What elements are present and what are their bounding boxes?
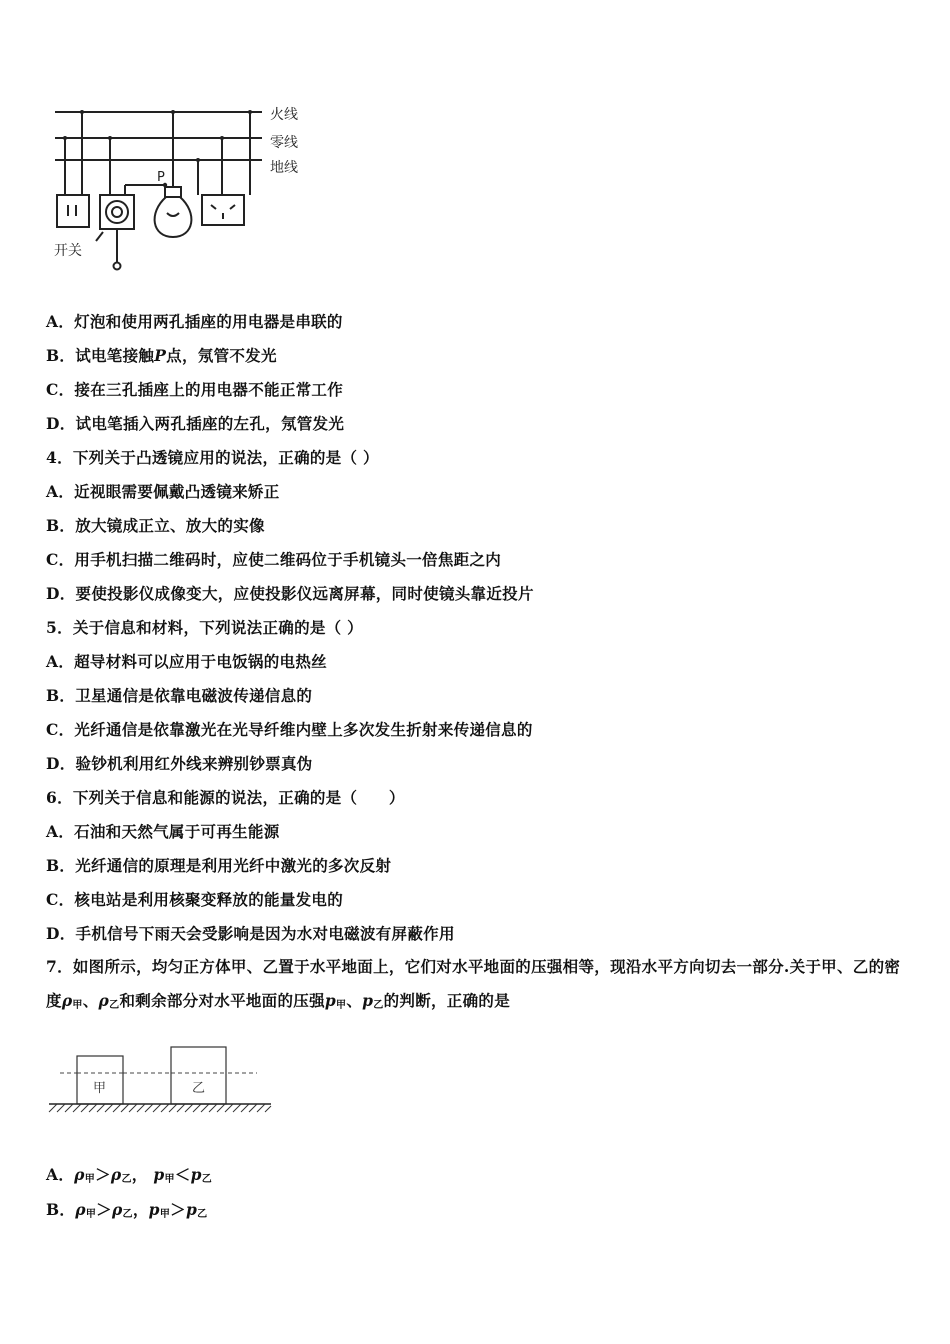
- q3-option-a: A．灯泡和使用两孔插座的用电器是串联的: [46, 312, 343, 331]
- label-switch: 开关: [54, 243, 82, 259]
- block-jia-label: 甲: [93, 1081, 107, 1096]
- q3-option-c: C．接在三孔插座上的用电器不能正常工作: [46, 380, 344, 399]
- q4-option-d: D．要使投影仪成像变大，应使投影仪远离屏幕，同时使镜头靠近投片: [46, 584, 534, 603]
- label-neutral-wire: 零线: [270, 135, 298, 151]
- q6-stem: 6．下列关于信息和能源的说法，正确的是（ ）: [46, 788, 405, 807]
- q7-option-a: A．$\rho_甲>\rho_乙$， $p_甲<p_乙$: [46, 1165, 213, 1185]
- block-jia: [77, 1056, 123, 1104]
- q5-option-a: A．超导材料可以应用于电饭锅的电热丝: [46, 652, 327, 671]
- q7-option-b: B．$\rho_甲>\rho_乙$，$p_甲>p_乙$: [46, 1200, 208, 1220]
- label-point-p: P: [157, 170, 165, 185]
- circuit-diagram: [40, 95, 320, 275]
- label-fire-wire: 火线: [270, 107, 298, 123]
- cubes-figure: [45, 1040, 275, 1120]
- q4-stem: 4．下列关于凸透镜应用的说法，正确的是（ ）: [46, 448, 379, 467]
- q5-stem: 5．关于信息和材料，下列说法正确的是（ ）: [46, 618, 363, 637]
- q6-option-b: B．光纤通信的原理是利用光纤中激光的多次反射: [46, 856, 392, 875]
- q3-option-b: B．试电笔接触P点，氖管不发光: [46, 346, 277, 365]
- q4-option-c: C．用手机扫描二维码时，应使二维码位于手机镜头一倍焦距之内: [46, 550, 502, 569]
- block-yi-label: 乙: [192, 1081, 206, 1096]
- q6-option-c: C．核电站是利用核聚变释放的能量发电的: [46, 890, 344, 909]
- q5-option-d: D．验钞机利用红外线来辨别钞票真伪: [46, 754, 313, 773]
- label-ground-wire: 地线: [270, 160, 298, 176]
- q5-option-b: B．卫星通信是依靠电磁波传递信息的: [46, 686, 313, 705]
- q4-option-a: A．近视眼需要佩戴凸透镜来矫正: [46, 482, 280, 501]
- q4-option-b: B．放大镜成正立、放大的实像: [46, 516, 265, 535]
- q5-option-c: C．光纤通信是依靠激光在光导纤维内壁上多次发生折射来传递信息的: [46, 720, 533, 739]
- q6-option-a: A．石油和天然气属于可再生能源: [46, 822, 280, 841]
- q7-stem: 7．如图所示，均匀正方体甲、乙置于水平地面上，它们对水平地面的压强相等，现沿水平方向切去一部分.关于甲、乙的密度$\rho_甲$、$\rho_乙$和剩余部分对水平地面的压强$p_甲$、$p_乙$的判断，正确的是: [46, 957, 901, 1011]
- q3-option-d: D．试电笔插入两孔插座的左孔，氖管发光: [46, 414, 345, 433]
- q6-option-d: D．手机信号下雨天会受影响是因为水对电磁波有屏蔽作用: [46, 924, 455, 943]
